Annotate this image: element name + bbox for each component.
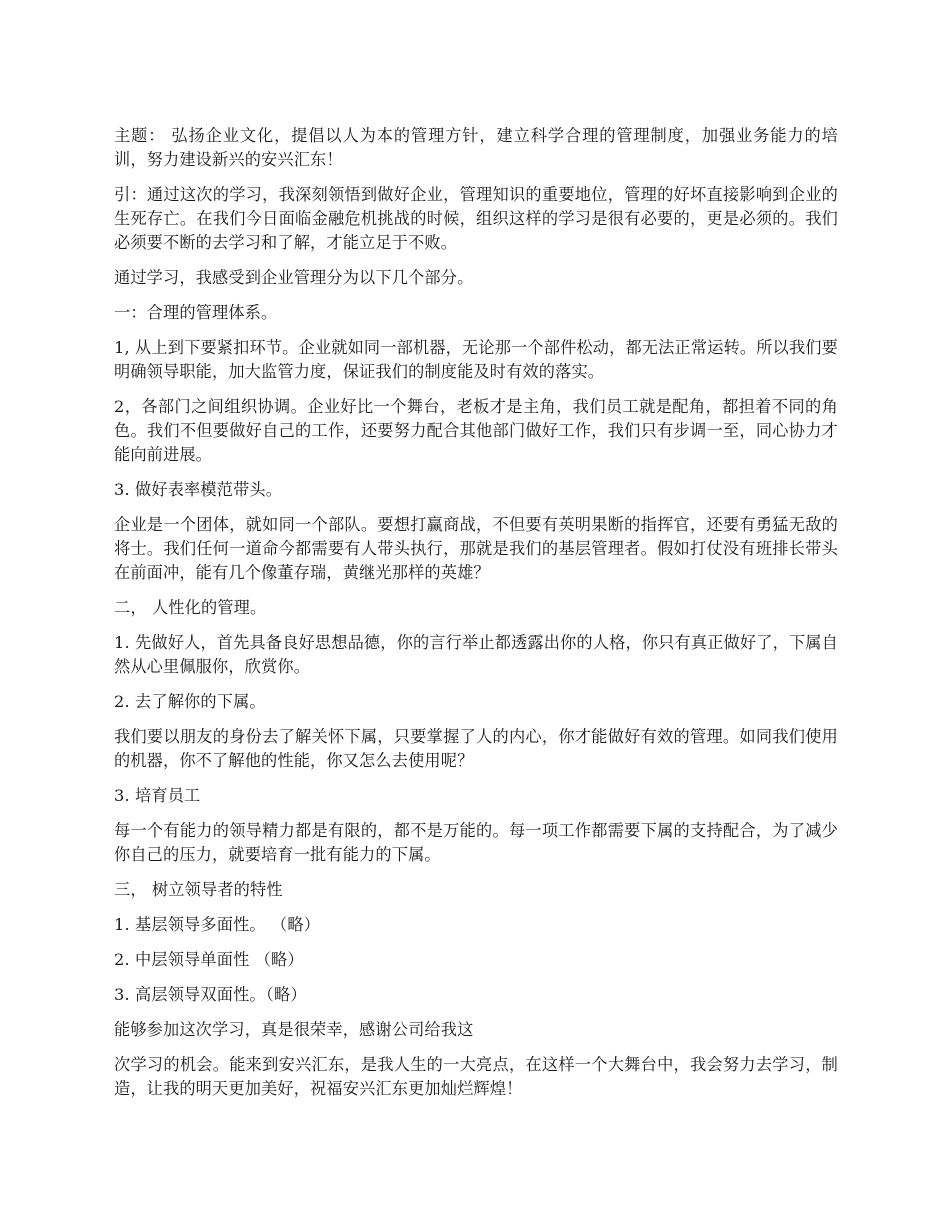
paragraph-1-1: 1, 从上到下要紧扣环节。企业就如同一部机器，无论那一个部件松动，都无法正常运转。所以我们要明确领导职能，加大监管力度，保证我们的制度能及时有效的落实。 — [114, 338, 838, 381]
section-heading-2: 二， 人性化的管理。 — [114, 598, 267, 617]
section-heading-1: 一：合理的管理体系。 — [114, 303, 278, 322]
paragraph-1-3-heading: 3. 做好表率模范带头。 — [114, 480, 283, 499]
paragraph-overview: 通过学习，我感受到企业管理分为以下几个部分。 — [114, 268, 474, 287]
paragraph-2-2-body: 我们要以朋友的身份去了解关怀下属，只要掌握了人的内心，你才能做好有效的管理。如同我们使用的机器，你不了解他的性能，你又怎么去使用呢？ — [114, 727, 838, 770]
paragraph-2-3-heading: 3. 培育员工 — [114, 786, 201, 805]
paragraph-3-1: 1. 基层领导多面性。 （略） — [114, 915, 321, 934]
paragraph-2-3-body: 每一个有能力的领导精力都是有限的，都不是万能的。每一项工作都需要下属的支持配合，为了减少你自己的压力，就要培育一批有能力的下属。 — [114, 821, 838, 864]
paragraph-3-2: 2. 中层领导单面性 （略） — [114, 950, 304, 969]
paragraph-2-2-heading: 2. 去了解你的下属。 — [114, 692, 266, 711]
paragraph-3-3: 3. 高层领导双面性。（略） — [114, 985, 307, 1004]
document-body — [114, 124, 838, 1112]
paragraph-2-1: 1. 先做好人，首先具备良好思想品德，你的言行举止都透露出你的人格，你只有真正做好了，下属自然从心里佩服你，欣赏你。 — [114, 633, 838, 676]
paragraph-closing-2: 次学习的机会。能来到安兴汇东，是我人生的一大亮点，在这样一个大舞台中，我会努力去学习，制造，让我的明天更加美好，祝福安兴汇东更加灿烂辉煌！ — [114, 1055, 838, 1098]
paragraph-theme: 主题： 弘扬企业文化，提倡以人为本的管理方针，建立科学合理的管理制度，加强业务能力的培训，努力建设新兴的安兴汇东！ — [114, 126, 838, 169]
paragraph-1-3-body: 企业是一个团体，就如同一个部队。要想打赢商战，不但要有英明果断的指挥官，还要有勇猛无敌的将士。我们任何一道命今都需要有人带头执行，那就是我们的基层管理者。假如打仗没有班排长带头在前面冲，能有几个像董存瑞，黄继光那样的英雄？ — [114, 515, 838, 582]
section-heading-3: 三， 树立领导者的特性 — [114, 880, 283, 899]
paragraph-closing-1: 能够参加这次学习，真是很荣幸，感谢公司给我这 — [114, 1020, 474, 1039]
paragraph-1-2: 2，各部门之间组织协调。企业好比一个舞台，老板才是主角，我们员工就是配角，都担着不同的角色。我们不但要做好自己的工作，还要努力配合其他部门做好工作，我们只有步调一至，同心协力才能向前进展。 — [114, 397, 838, 464]
paragraph-intro: 引：通过这次的学习，我深刻领悟到做好企业，管理知识的重要地位，管理的好坏直接影响到企业的生死存亡。在我们今日面临金融危机挑战的时候，组织这样的学习是很有必要的，更是必须的。我们必须要不断的去学习和了解，才能立足于不败。 — [114, 185, 838, 252]
